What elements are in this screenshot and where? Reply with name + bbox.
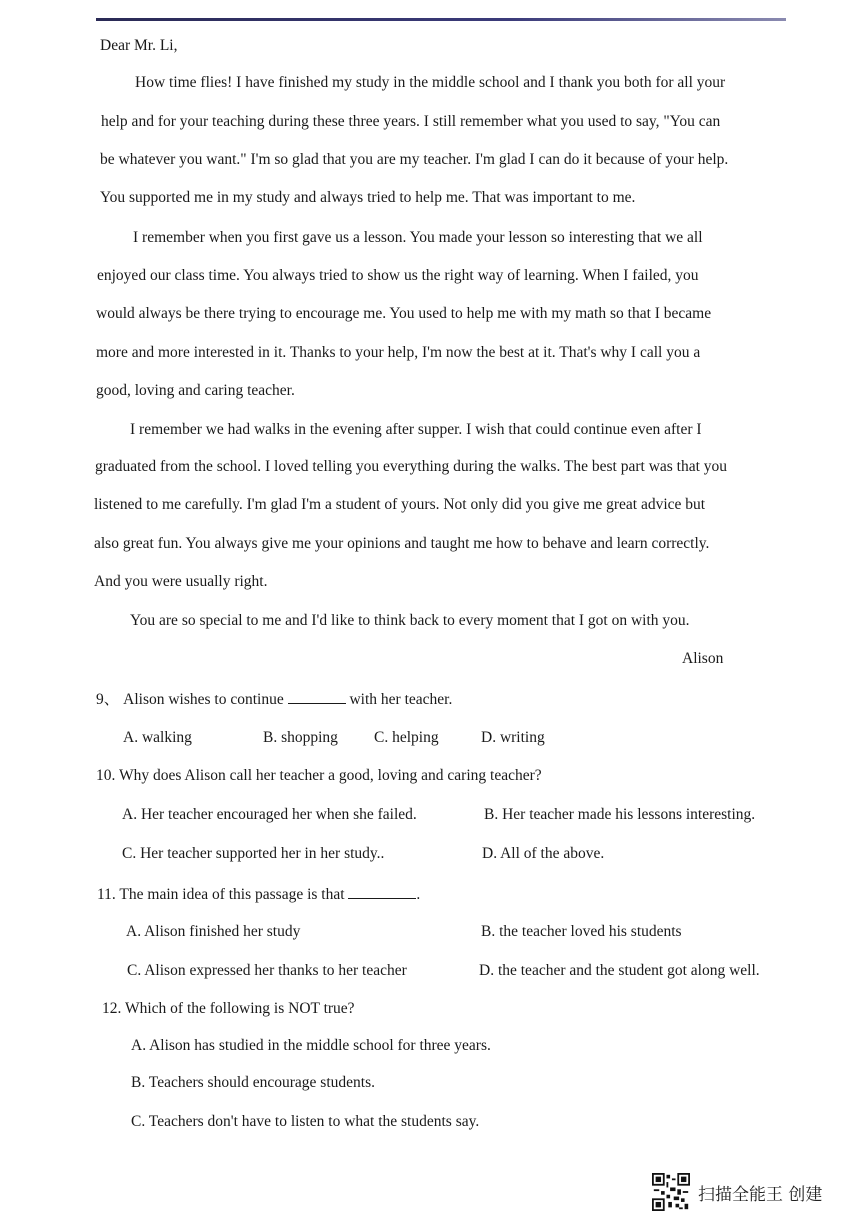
option-b: B. Teachers should encourage students. <box>131 1074 375 1091</box>
answer-blank <box>348 884 416 899</box>
option-d: D. writing <box>481 729 545 746</box>
qr-code-icon <box>652 1173 690 1211</box>
option-c: C. helping <box>374 729 439 746</box>
option-a: A. walking <box>123 729 192 746</box>
question-number: 11. <box>97 886 116 903</box>
letter-line: graduated from the school. I loved telling you everything during the walks. The best part was that you <box>95 458 728 475</box>
option-c: C. Teachers don't have to listen to what the students say. <box>131 1113 480 1130</box>
question-11-stem <box>97 884 420 905</box>
option-a: A. Alison finished her study <box>126 923 301 940</box>
letter-line: enjoyed our class time. You always tried to show us the right way of learning. When I failed, you <box>97 267 699 284</box>
option-b: B. shopping <box>263 729 338 746</box>
option-a: A. Her teacher encouraged her when she failed. <box>122 806 417 823</box>
question-stem-before: The main idea of this passage is that <box>119 886 345 903</box>
answer-blank <box>288 689 346 704</box>
option-d: D. the teacher and the student got along well. <box>479 962 760 979</box>
letter-signature: Alison <box>682 650 724 667</box>
letter-line: also great fun. You always give me your opinions and taught me how to behave and learn correctly. <box>94 535 710 552</box>
letter-line: would always be there trying to encourage me. You used to help me with my math so that I became <box>96 305 712 322</box>
question-9-stem <box>96 689 452 710</box>
letter-line: I remember when you first gave us a lesson. You made your lesson so interesting that we all <box>133 229 703 246</box>
question-stem: Which of the following is NOT true? <box>124 1000 355 1017</box>
letter-line: help and for your teaching during these three years. I still remember what you used to say, "You can <box>101 113 721 130</box>
letter-line: more and more interested in it. Thanks to your help, I'm now the best at it. That's why I call you a <box>96 344 701 361</box>
scanner-watermark <box>652 1172 822 1212</box>
option-c: C. Alison expressed her thanks to her teacher <box>127 962 407 979</box>
letter-line: You supported me in my study and always tried to help me. That was important to me. <box>100 189 636 206</box>
option-a: A. Alison has studied in the middle school for three years. <box>131 1037 491 1054</box>
question-number: 9、 <box>96 691 120 708</box>
question-10-stem <box>96 766 542 786</box>
letter-line: be whatever you want." I'm so glad that you are my teacher. I'm glad I can do it because of your help. <box>100 151 729 168</box>
letter-line: You are so special to me and I'd like to think back to every moment that I got on with you. <box>130 612 690 629</box>
option-b: B. the teacher loved his students <box>481 923 682 940</box>
question-stem: Why does Alison call her teacher a good, loving and caring teacher? <box>118 767 542 784</box>
letter-line: listened to me carefully. I'm glad I'm a student of yours. Not only did you give me great advice but <box>94 496 706 513</box>
letter-line: And you were usually right. <box>94 573 268 590</box>
letter-salutation: Dear Mr. Li, <box>100 37 178 54</box>
question-stem-after: with her teacher. <box>349 691 453 708</box>
option-c: C. Her teacher supported her in her study.. <box>122 845 385 862</box>
question-number: 10. <box>96 767 116 784</box>
letter-line: good, loving and caring teacher. <box>96 382 295 399</box>
question-12-stem <box>102 999 355 1019</box>
question-stem-before: Alison wishes to continue <box>123 691 284 708</box>
option-d: D. All of the above. <box>482 845 605 862</box>
top-rule <box>96 18 786 21</box>
letter-line: How time flies! I have finished my study in the middle school and I thank you both for all your <box>135 74 726 91</box>
question-number: 12. <box>102 1000 122 1017</box>
question-stem-after: . <box>416 886 421 903</box>
letter-line: I remember we had walks in the evening after supper. I wish that could continue even after I <box>130 421 702 438</box>
watermark-text: 扫描全能王 创建 <box>698 1184 823 1205</box>
option-b: B. Her teacher made his lessons interesting. <box>484 806 756 823</box>
